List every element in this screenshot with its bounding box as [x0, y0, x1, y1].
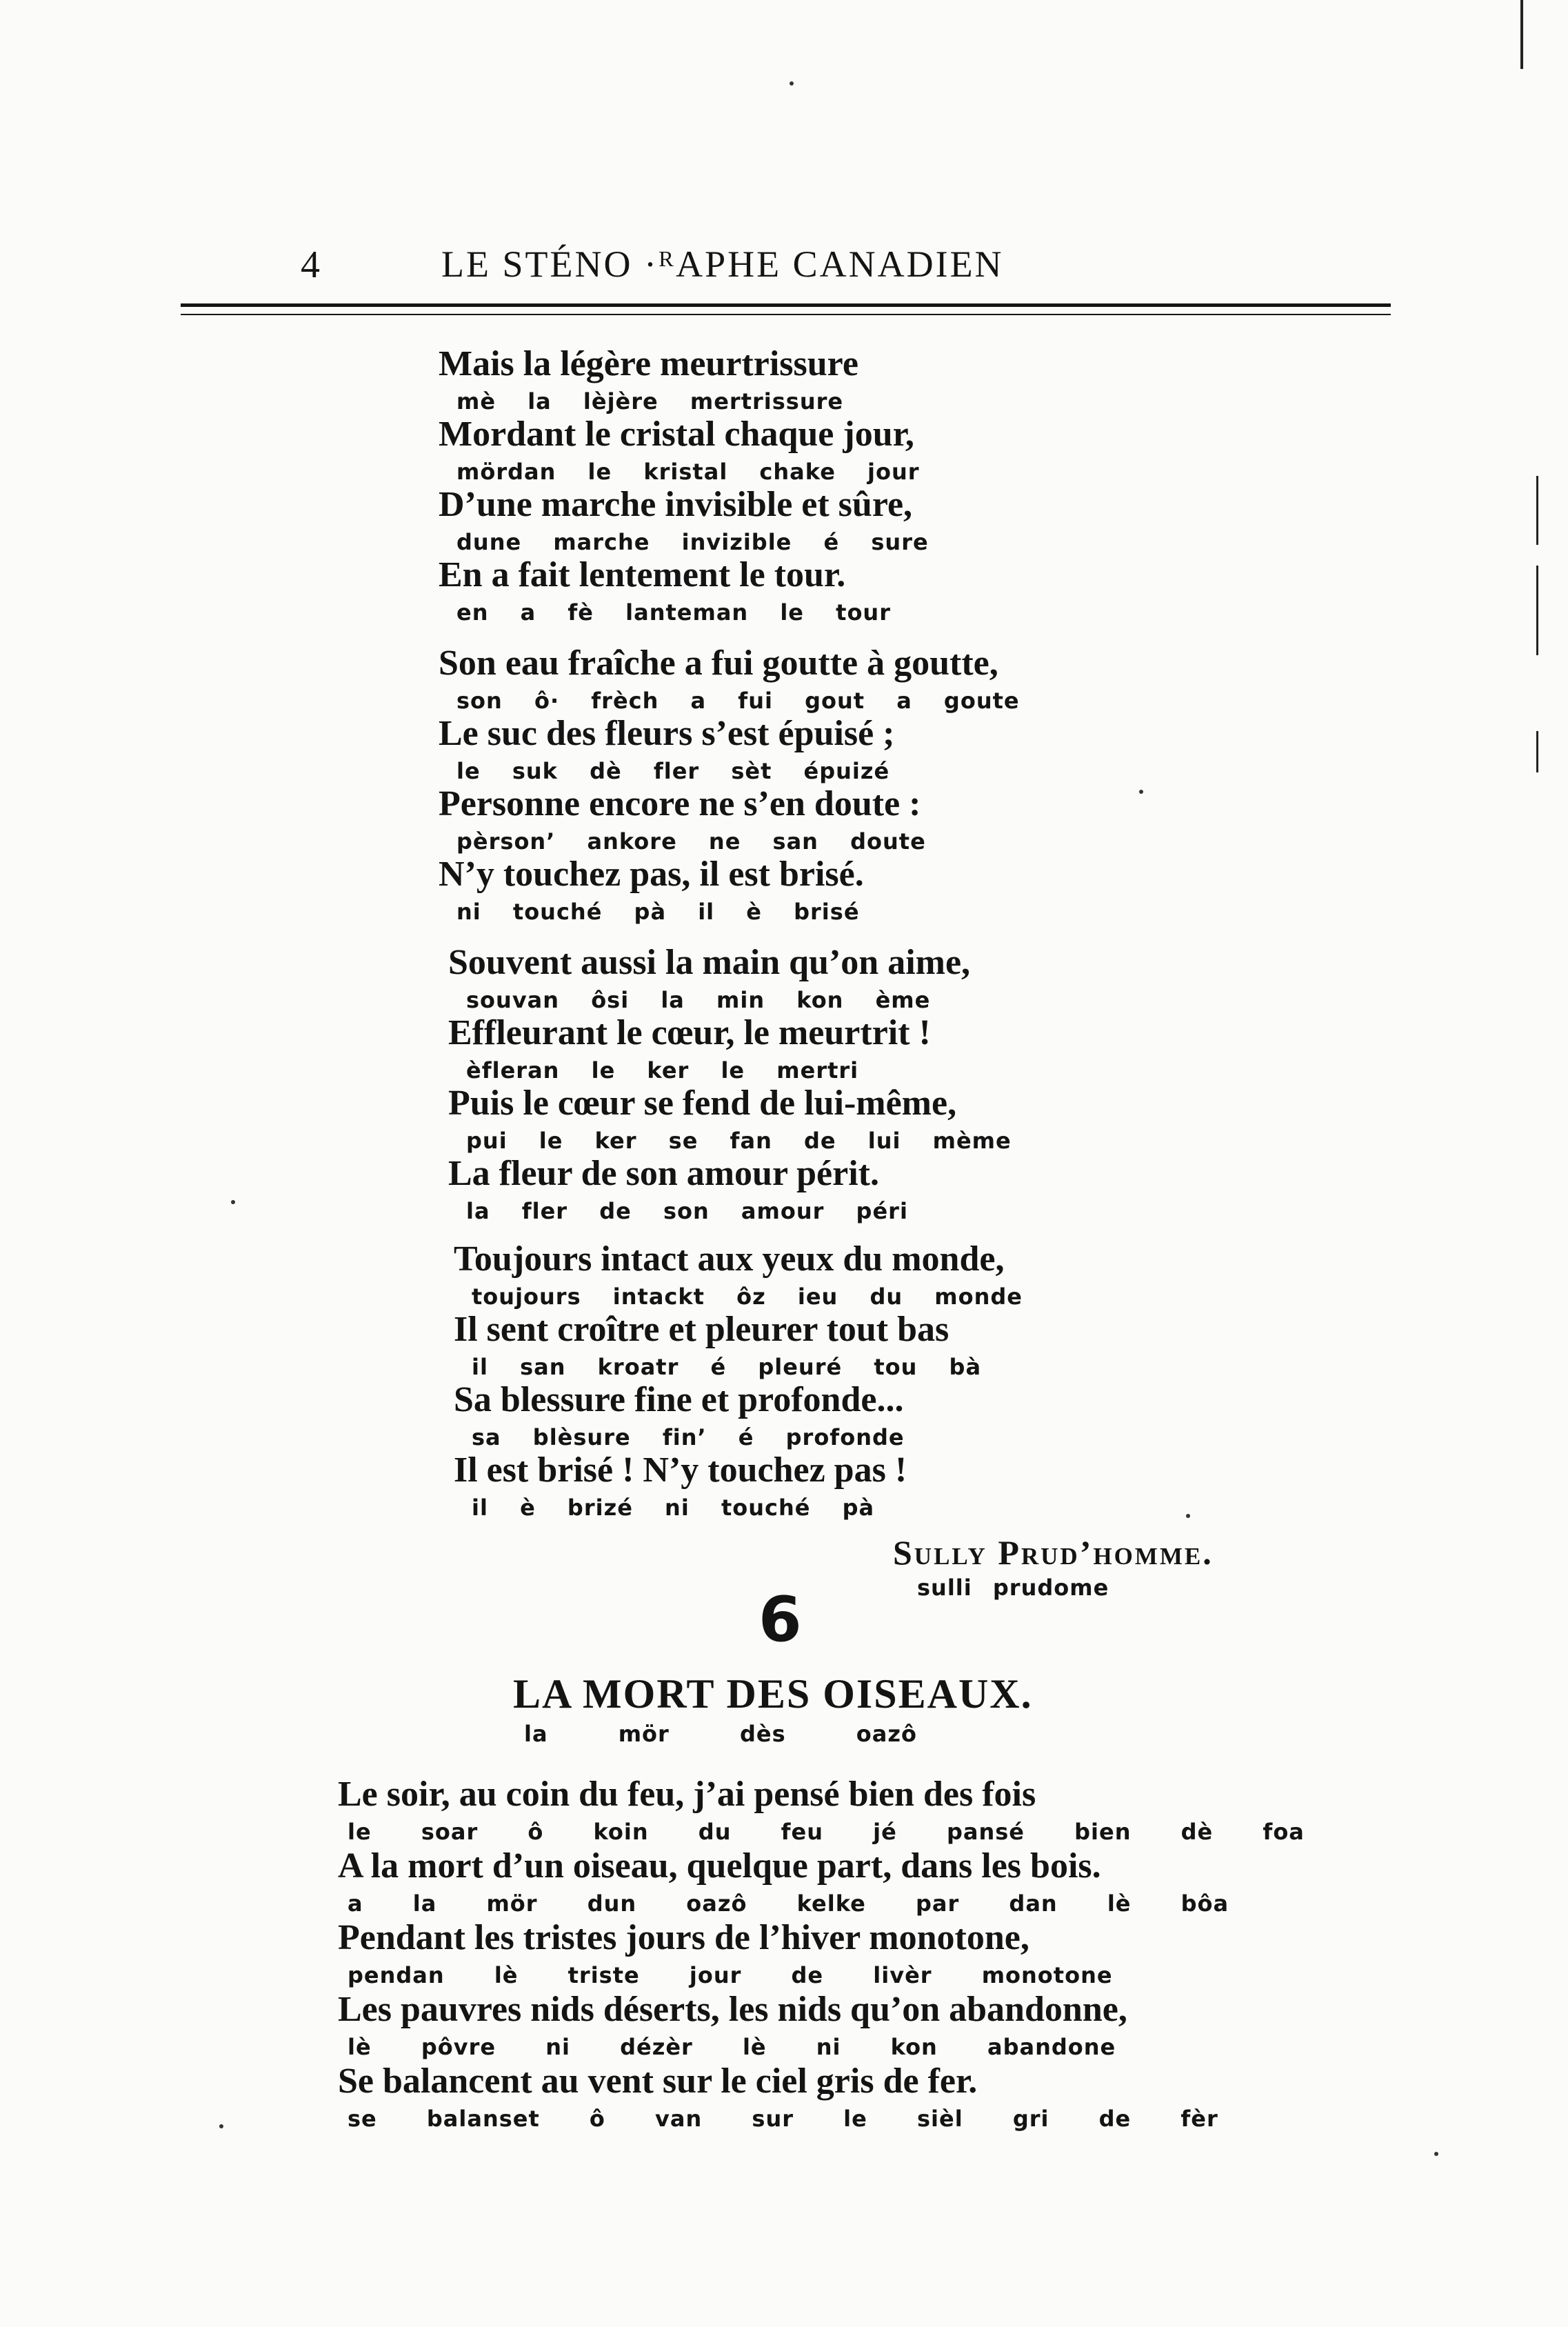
pronunciation-line: mè la lèjère mertrissure: [456, 388, 844, 415]
header-rule-thin: [181, 314, 1391, 315]
poem-title-pronunciation: la mör dès oazô: [524, 1721, 917, 1747]
verse-line: Son eau fraîche a fui goutte à goutte,: [439, 643, 998, 683]
pronunciation-line: pui le ker se fan de lui mème: [466, 1128, 1012, 1154]
verse-line: Sa blessure fine et profonde...: [454, 1380, 904, 1419]
pronunciation-line: il è brizé ni touché pà: [472, 1495, 875, 1521]
scan-edge-mark: [1536, 476, 1538, 545]
pronunciation-line: ni touché pà il è brisé: [456, 899, 860, 925]
running-title: LE STÉNO ·ᴿAPHE CANADIEN: [441, 243, 1004, 285]
verse-line: Toujours intact aux yeux du monde,: [454, 1239, 1005, 1279]
poem-author-pronunciation: sulli prudome: [917, 1575, 1109, 1601]
pronunciation-line: èfleran le ker le mertri: [466, 1057, 859, 1083]
pronunciation-line: le suk dè fler sèt épuizé: [456, 758, 890, 784]
pronunciation-line: mördan le kristal chake jour: [456, 459, 920, 485]
pronunciation-line: le soar ô koin du feu jé pansé bien dè foa: [348, 1819, 1305, 1845]
verse-line: Mais la légère meurtrissure: [439, 344, 858, 383]
scan-edge-mark: [1536, 731, 1538, 772]
verse-line: A la mort d’un oiseau, quelque part, dans les bois.: [338, 1846, 1101, 1886]
page-number: 4: [301, 243, 320, 286]
verse-line: Effleurant le cœur, le meurtrit !: [448, 1013, 931, 1052]
verse-line: Se balancent au vent sur le ciel gris de fer.: [338, 2061, 978, 2101]
scan-speck: [231, 1200, 235, 1204]
verse-line: Le soir, au coin du feu, j’ai pensé bien des fois: [338, 1775, 1036, 1814]
verse-line: N’y touchez pas, il est brisé.: [439, 855, 864, 894]
poem-title: LA MORT DES OISEAUX.: [513, 1671, 1033, 1717]
scan-speck: [1186, 1514, 1190, 1518]
scan-speck: [790, 81, 794, 86]
pronunciation-line: il san kroatr é pleuré tou bà: [472, 1354, 982, 1380]
verse-line: Le suc des fleurs s’est épuisé ;: [439, 714, 895, 753]
verse-line: En a fait lentement le tour.: [439, 555, 846, 595]
verse-line: Puis le cœur se fend de lui-même,: [448, 1083, 957, 1123]
scan-speck: [219, 2124, 223, 2128]
pronunciation-line: son ô· frèch a fui gout a goute: [456, 688, 1020, 714]
verse-line: Il est brisé ! N’y touchez pas !: [454, 1450, 907, 1490]
verse-line: La fleur de son amour périt.: [448, 1154, 879, 1193]
scan-edge-mark: [1536, 566, 1538, 655]
pronunciation-line: pèrson’ ankore ne san doute: [456, 828, 926, 855]
scan-edge-line: [1520, 0, 1523, 69]
verse-line: D’une marche invisible et sûre,: [439, 485, 913, 524]
verse-line: Personne encore ne s’en doute :: [439, 784, 921, 823]
pronunciation-line: a la mör dun oazô kelke par dan lè bôa: [348, 1890, 1229, 1917]
pronunciation-line: toujours intackt ôz ieu du monde: [472, 1284, 1023, 1310]
scan-speck: [1434, 2152, 1438, 2156]
pronunciation-line: lè pôvre ni dézèr lè ni kon abandone: [348, 2034, 1116, 2060]
pronunciation-line: souvan ôsi la min kon ème: [466, 987, 931, 1013]
header-rule-thick: [181, 303, 1391, 307]
pronunciation-line: se balanset ô van sur le sièl gri de fèr: [348, 2106, 1218, 2132]
pronunciation-line: la fler de son amour péri: [466, 1198, 908, 1224]
verse-line: Mordant le cristal chaque jour,: [439, 415, 914, 454]
pronunciation-line: dune marche invizible é sure: [456, 529, 929, 555]
pronunciation-line: sa blèsure fin’ é profonde: [472, 1424, 905, 1450]
verse-line: Pendant les tristes jours de l’hiver monotone,: [338, 1918, 1029, 1957]
verse-line: Souvent aussi la main qu’on aime,: [448, 943, 971, 982]
verse-line: Il sent croître et pleurer tout bas: [454, 1310, 949, 1349]
pronunciation-line: pendan lè triste jour de livèr monotone: [348, 1962, 1113, 1988]
poem-author: Sully Prud’homme.: [893, 1533, 1214, 1572]
scan-speck: [1139, 790, 1143, 794]
verse-line: Les pauvres nids déserts, les nids qu’on abandonne,: [338, 1990, 1127, 2029]
pronunciation-line: en a fè lanteman le tour: [456, 599, 891, 626]
section-number: 6: [758, 1584, 802, 1656]
